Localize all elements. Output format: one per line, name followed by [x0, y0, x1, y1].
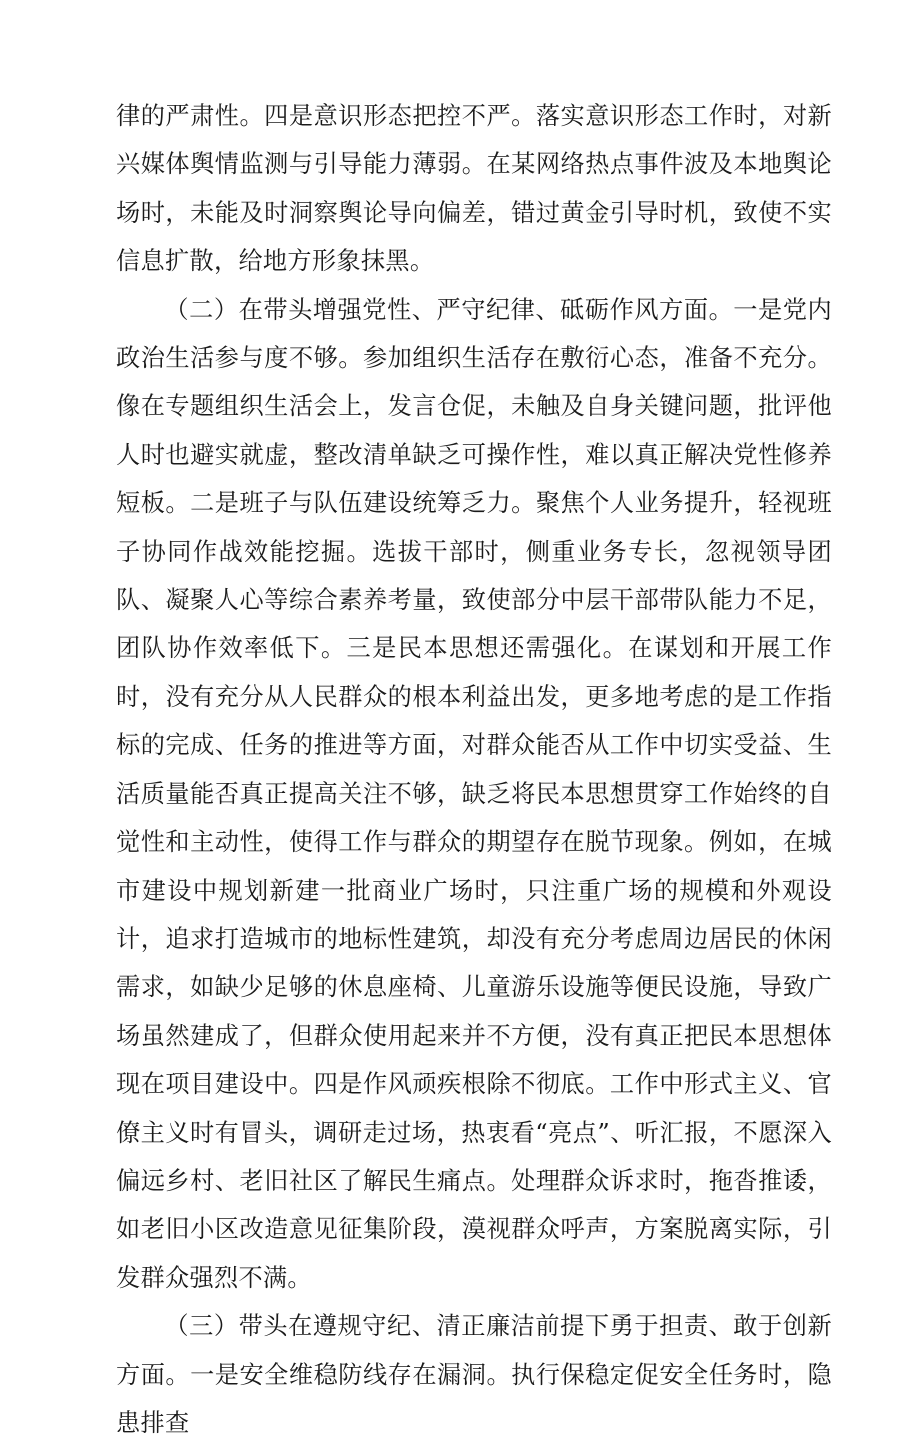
paragraph-2: （二）在带头增强党性、严守纪律、砥砺作风方面。一是党内政治生活参与度不够。参加组织生活存在敷衍心态，准备不充分。像在专题组织生活会上，发言仓促，未触及自身关键问题，批评他人时也避实就虚，整改清单缺乏可操作性，难以真正解决党性修养短板。二是班子与队伍建设统筹乏力。聚焦个人业务提升，轻视班子协同作战效能挖掘。选拔干部时，侧重业务专长，忽视领导团队、凝聚人心等综合素养考量，致使部分中层干部带队能力不足，团队协作效率低下。三是民本思想还需强化。在谋划和开展工作时，没有充分从人民群众的根本利益出发，更多地考虑的是工作指标的完成、任务的推进等方面，对群众能否从工作中切实受益、生活质量能否真正提高关注不够，缺乏将民本思想贯穿工作始终的自觉性和主动性，使得工作与群众的期望存在脱节现象。例如，在城市建设中规划新建一批商业广场时，只注重广场的规模和外观设计，追求打造城市的地标性建筑，却没有充分考虑周边居民的休闲需求，如缺少足够的休息座椅、儿童游乐设施等便民设施，导致广场虽然建成了，但群众使用起来并不方便，没有真正把民本思想体现在项目建设中。四是作风顽疾根除不彻底。工作中形式主义、官僚主义时有冒头，调研走过场，热衷看“亮点”、听汇报，不愿深入偏远乡村、老旧社区了解民生痛点。处理群众诉求时，拖沓推诿，如老旧小区改造意见征集阶段，漠视群众呼声，方案脱离实际，引发群众强烈不满。 [116, 295, 832, 1292]
paragraph-3: （三）带头在遵规守纪、清正廉洁前提下勇于担责、敢于创新方面。一是安全维稳防线存在漏洞。执行保稳定促安全任务时，隐患排查 [116, 1312, 832, 1437]
document-body [116, 92, 832, 1447]
paragraph-1: 律的严肃性。四是意识形态把控不严。落实意识形态工作时，对新兴媒体舆情监测与引导能力薄弱。在某网络热点事件波及本地舆论场时，未能及时洞察舆论导向偏差，错过黄金引导时机，致使不实信息扩散，给地方形象抹黑。 [116, 102, 832, 276]
